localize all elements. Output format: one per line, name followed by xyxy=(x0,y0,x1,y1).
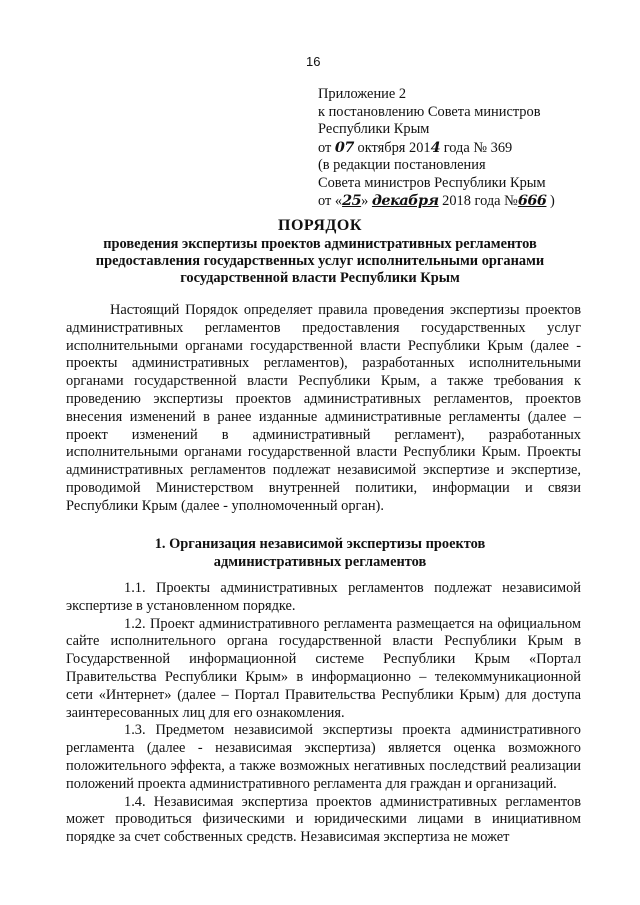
intro-section xyxy=(66,302,581,516)
document-title xyxy=(70,216,570,287)
paragraph-1-3: 1.3. Предметом независимой экспертизы проекта административного регламента (далее - независимая экспертиза) является оценка возможного положительного эффекта, а также возможных негативных последствий реализации положений проекта административного регламента для граждан и организаций. xyxy=(66,722,581,792)
paragraph-1-2: 1.2. Проект административного регламента размещается на официальном сайте исполнительного органа государственной власти Республики Крым в Государственной информационной системе Республики Крым «Портал Правительства Республики Крым» в информационно – телекоммуникационной сети «Интернет» (далее – Портал Правительства Республики Крым) для доступа заинтересованных лиц для его ознакомления. xyxy=(66,615,581,721)
appendix-date-line xyxy=(318,139,618,158)
appendix-text: ) xyxy=(546,193,555,209)
appendix-text: от xyxy=(318,139,335,156)
appendix-line: Приложение 2 xyxy=(318,86,407,102)
title-subtitle: проведения экспертизы проектов административных регламентов xyxy=(103,236,537,252)
handwritten-year-digit: 4 xyxy=(430,138,441,156)
section-heading xyxy=(100,536,540,571)
page-number: 16 xyxy=(306,54,321,69)
appendix-text: октября 201 xyxy=(357,139,431,156)
appendix-block xyxy=(318,86,618,211)
section-heading-line: административных регламентов xyxy=(213,553,427,570)
title-subtitle: государственной власти Республики Крым xyxy=(180,270,460,286)
paragraph-1-4: 1.4. Независимая экспертиза проектов административных регламентов может проводиться физическими и юридическими лицами в инициативном порядке за счет собственных средств. Независимая экспертиза не может xyxy=(66,793,581,846)
intro-paragraph: Настоящий Порядок определяет правила проведения экспертизы проектов административных регламентов предоставления государственных услуг исполнительными органами государственной власти Республики Крым (далее - проекты административных регламентов), разработанных исполнительными органами государственной власти Республики Крым, а также требования к проведению экспертизы проектов административных регламентов, проектов внесения изменений в ранее изданные административные регламенты (далее – проект изменений в административный регламент), разработанных исполнительными органами государственной власти Республики Крым. Проекты административных регламентов подлежат независимой экспертизе и экспертизе, проводимой Министерством внутренней политики, информации и связи Республики Крым (далее - уполномоченный орган). xyxy=(66,302,581,514)
paragraph-1-1: 1.1. Проекты административных регламентов подлежат независимой экспертизе в установленном порядке. xyxy=(66,580,581,614)
section-body xyxy=(66,580,581,847)
appendix-amend-line xyxy=(318,192,618,211)
handwritten-month: декабря xyxy=(371,192,439,209)
appendix-text: 2018 года № xyxy=(438,193,518,209)
section-heading-line: 1. Организация независимой экспертизы проектов xyxy=(154,536,486,552)
appendix-text: от « xyxy=(318,193,343,209)
handwritten-day: 07 xyxy=(334,138,354,156)
appendix-text: года № 369 xyxy=(440,139,513,156)
handwritten-number: 666 xyxy=(517,192,547,209)
title-heading: ПОРЯДОК xyxy=(278,217,362,234)
appendix-line: Совета министров Республики Крым xyxy=(318,174,546,191)
title-subtitle: предоставления государственных услуг исполнительными органами xyxy=(95,253,545,269)
appendix-line: Республики Крым xyxy=(318,121,430,137)
appendix-line: к постановлению Совета министров xyxy=(318,103,541,120)
appendix-text: » xyxy=(361,193,372,209)
handwritten-day: 25 xyxy=(342,192,362,209)
appendix-line: (в редакции постановления xyxy=(318,157,486,173)
